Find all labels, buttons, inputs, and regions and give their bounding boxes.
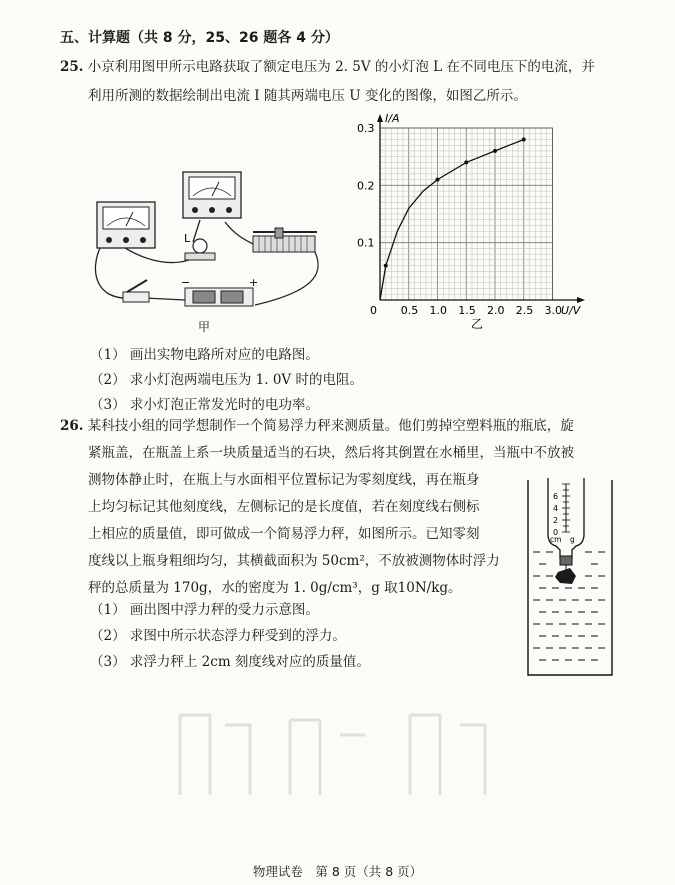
data-point — [464, 160, 468, 164]
q26-text-line7: 秤的总质量为 170g，水的密度为 1. 0g/cm³，g 取10N/kg。 — [88, 580, 462, 596]
q26-text-line1: 某科技小组的同学想制作一个简易浮力秤来测质量。他们剪掉空塑料瓶的瓶底，旋 — [87, 418, 574, 434]
wire — [225, 222, 255, 245]
section-title: 五、计算题（共 8 分，25、26 题各 4 分） — [60, 30, 339, 46]
circuit-figure-jia — [85, 160, 335, 335]
scale-label-0: 0 — [553, 528, 559, 537]
x-tick-label: 1.5 — [458, 304, 476, 317]
battery-holder — [181, 276, 258, 306]
q26-text-line5: 上相应的质量值，即可做成一个简易浮力秤，如图所示。已知零刻 — [88, 526, 480, 542]
wire — [95, 248, 130, 298]
q26-sub-1: （1） 画出图中浮力秤的受力示意图。 — [90, 602, 319, 618]
svg-text:+: + — [249, 276, 259, 289]
q25-sub-3: （3） 求小灯泡正常发光时的电功率。 — [90, 397, 319, 413]
x-tick-label: 3.0 — [544, 304, 562, 317]
y-axis-label: I/A — [385, 112, 400, 125]
q25-sub-1: （1） 画出实物电路所对应的电路图。 — [90, 347, 319, 363]
q25-sub-2: （2） 求小灯泡两端电压为 1. 0V 时的电阻。 — [90, 372, 363, 388]
data-point — [384, 264, 388, 268]
q26-text-line4: 上均匀标记其他刻度线，左侧标记的是长度值，若在刻度线右侧标 — [88, 499, 480, 515]
origin-label: 0 — [370, 304, 377, 317]
ammeter — [97, 202, 155, 248]
switch — [123, 280, 149, 302]
x-tick-label: 1.0 — [429, 304, 447, 317]
wire — [145, 298, 185, 300]
stone — [555, 565, 576, 584]
y-tick-label: 0.3 — [357, 122, 375, 135]
page-footer: 物理试卷 第 8 页（共 8 页） — [252, 864, 423, 879]
scale-label-2: 2 — [553, 516, 559, 525]
x-tick-label: 0.5 — [400, 304, 419, 317]
y-axis-arrow — [377, 114, 383, 122]
data-point — [493, 149, 497, 153]
x-tick-label: 2.5 — [515, 304, 534, 317]
bulb-label: L — [184, 232, 191, 245]
bulb — [184, 232, 215, 260]
rheostat — [253, 228, 317, 252]
iu-chart — [345, 110, 595, 332]
data-point — [522, 137, 526, 141]
y-tick-label: 0.1 — [357, 236, 375, 250]
x-tick-label: 2.0 — [487, 304, 505, 317]
float-scale-figure — [520, 470, 620, 685]
scale-label-6: 6 — [553, 492, 559, 501]
svg-text:−: − — [181, 276, 191, 289]
x-axis-label: U/V — [561, 304, 581, 317]
q26-number: 26. — [60, 418, 84, 434]
q26-text-line3: 测物体静止时，在瓶上与水面相平位置标记为零刻度线，再在瓶身 — [88, 472, 480, 488]
chart-caption: 乙 — [471, 317, 484, 331]
q25-text-line1: 小京利用图甲所示电路获取了额定电压为 2. 5V 的小灯泡 L 在不同电压下的电流，并 — [87, 59, 595, 75]
unit-cm: cm — [550, 535, 562, 544]
fig-jia-caption: 甲 — [198, 320, 211, 334]
data-point — [436, 178, 440, 182]
voltmeter — [183, 172, 241, 218]
q25-number: 25. — [60, 59, 84, 75]
q25-text-line2: 利用所测的数据绘制出电流 I 随其两端电压 U 变化的图像，如图乙所示。 — [88, 88, 527, 104]
scale-label-4: 4 — [553, 504, 559, 513]
x-axis-arrow — [577, 297, 585, 303]
q25-line1 — [60, 57, 595, 77]
q26-text-line2: 紧瓶盖，在瓶盖上系一块质量适当的石块，然后将其倒置在水桶里，当瓶中不放被 — [88, 445, 574, 461]
y-tick-label: 0.2 — [357, 179, 375, 193]
wire — [255, 248, 318, 305]
q26-text-line6: 度线以上瓶身粗细均匀，其横截面积为 50cm²，不放被测物体时浮力 — [88, 553, 500, 569]
show-through-marks — [170, 705, 500, 805]
q26-sub-2: （2） 求图中所示状态浮力秤受到的浮力。 — [90, 628, 346, 644]
q26-sub-3: （3） 求浮力秤上 2cm 刻度线对应的质量值。 — [90, 654, 370, 670]
unit-g: g — [570, 535, 575, 544]
q26-line1 — [60, 416, 574, 436]
